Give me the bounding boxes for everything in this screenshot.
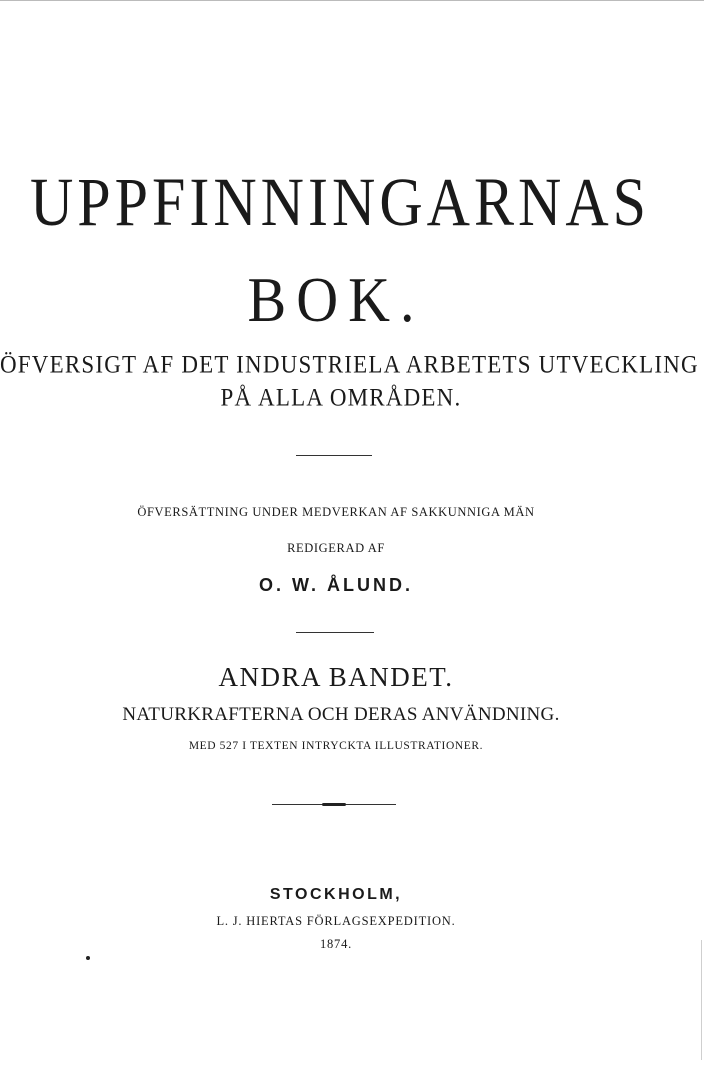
imprint-publisher: L. J. HIERTAS FÖRLAGSEXPEDITION. [216,914,456,928]
imprint-year: 1874. [319,937,353,951]
divider-rule-1 [296,455,372,456]
top-edge-line [0,0,704,1]
translation-note: ÖFVERSÄTTNING UNDER MEDVERKAN AF SAKKUNNIGA MÄN [137,505,535,519]
page-edge-shadow [701,940,702,1060]
ornament-center [322,803,346,806]
volume-title: ANDRA BANDET. [218,662,454,692]
illustrations-note: MED 527 I TEXTEN INTRYCKTA ILLUSTRATIONER. [188,740,484,752]
book-title-line-1: UPPFINNINGARNAS [29,163,651,240]
imprint-city: STOCKHOLM, [269,886,403,903]
edited-by-label: REDIGERAD AF [287,541,385,555]
ornamental-rule [272,803,396,806]
book-title-line-2: BOK. [247,263,425,336]
subtitle-line-1: ÖFVERSIGT AF DET INDUSTRIELA ARBETETS UTVECKLING [0,350,699,379]
subtitle-line-2: PÅ ALLA OMRÅDEN. [220,383,462,412]
editor-name: O. W. ÅLUND. [259,575,413,595]
volume-subject: NATURKRAFTERNA OCH DERAS ANVÄNDNING. [122,704,560,725]
divider-rule-2 [296,632,374,633]
ink-speck [86,956,90,960]
